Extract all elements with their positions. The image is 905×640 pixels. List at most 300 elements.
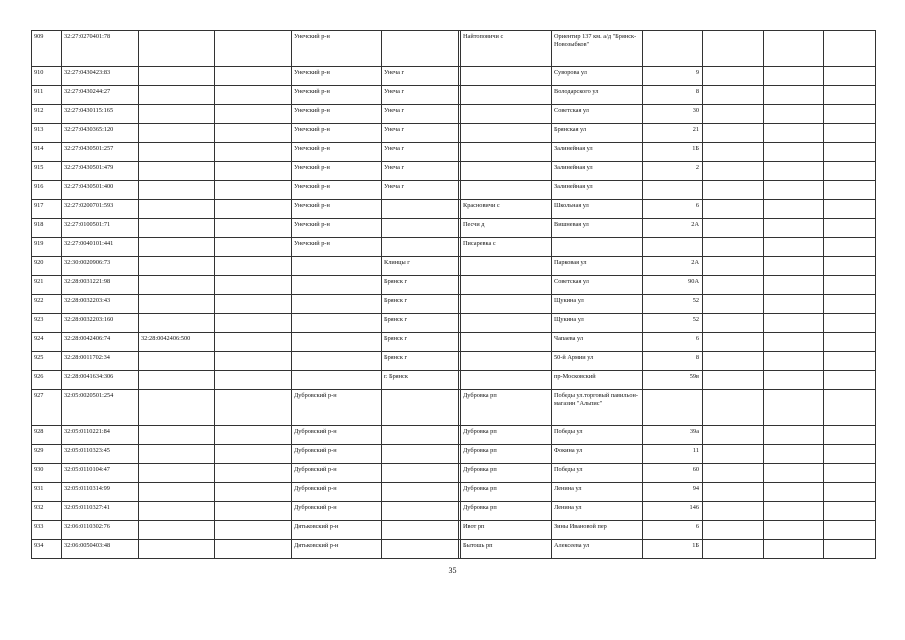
cadastral-number-cell: 32:05:0110327:41 [62,502,139,521]
cadastral-number-cell: 32:28:0042406:74 [62,333,139,352]
street-cell: Чапаева ул [552,333,643,352]
blank-cell [764,143,824,162]
district-cell: Унечский р-н [292,219,382,238]
table-row [32,390,876,426]
extra-cadastral-cell [139,390,215,426]
blank-cell [215,200,292,219]
blank-cell [703,219,764,238]
table-row [32,86,876,105]
settlement-cell: Красновичи с [461,200,552,219]
house-cell: 146 [643,502,703,521]
blank-cell [215,143,292,162]
district-cell: Дубровский р-н [292,483,382,502]
settlement-cell: Песчи д [461,219,552,238]
blank-cell [703,67,764,86]
extra-cadastral-cell [139,521,215,540]
street-cell: Залинейная ул [552,162,643,181]
city-cell [382,31,459,67]
cadastral-number-cell: 32:27:0430244:27 [62,86,139,105]
table-row [32,445,876,464]
house-cell [643,390,703,426]
district-cell [292,257,382,276]
house-cell: 59в [643,371,703,390]
settlement-cell [461,143,552,162]
settlement-cell: Писаревка с [461,238,552,257]
cadastral-number-cell: 32:27:0430501:257 [62,143,139,162]
cadastral-number-cell: 32:27:0100501:71 [62,219,139,238]
cadastral-number-cell: 32:28:0032203:43 [62,295,139,314]
cadastral-number-cell: 32:06:0110302:76 [62,521,139,540]
blank-cell [215,426,292,445]
city-cell [382,502,459,521]
city-cell [382,200,459,219]
blank-cell [764,86,824,105]
house-cell: 6 [643,200,703,219]
city-cell [382,540,459,559]
settlement-cell [461,105,552,124]
street-cell: Залинейная ул [552,181,643,200]
street-cell: Фокина ул [552,445,643,464]
blank-cell [215,219,292,238]
settlement-cell: Ивот рп [461,521,552,540]
extra-cadastral-cell [139,67,215,86]
table-row [32,426,876,445]
blank-cell [703,502,764,521]
blank-cell [215,86,292,105]
cadastral-number-cell: 32:28:0031221:98 [62,276,139,295]
street-cell: Щукина ул [552,314,643,333]
city-cell [382,390,459,426]
row-number-cell: 919 [32,238,62,257]
street-cell: Ленина ул [552,483,643,502]
row-number-cell: 925 [32,352,62,371]
blank-cell [824,521,876,540]
city-cell: Унеча г [382,143,459,162]
blank-cell [764,124,824,143]
street-cell: Алексеева ул [552,540,643,559]
cadastral-number-cell: 32:27:0430115:165 [62,105,139,124]
table-row [32,238,876,257]
blank-cell [824,295,876,314]
extra-cadastral-cell [139,86,215,105]
blank-cell [764,162,824,181]
settlement-cell: Найтоповичи с [461,31,552,67]
row-number-cell: 911 [32,86,62,105]
extra-cadastral-cell [139,371,215,390]
blank-cell [824,483,876,502]
house-cell: 39а [643,426,703,445]
street-cell: Щукина ул [552,295,643,314]
blank-cell [764,445,824,464]
settlement-cell [461,295,552,314]
house-cell: 8 [643,352,703,371]
city-cell: Унеча г [382,181,459,200]
table-row [32,124,876,143]
row-number-cell: 914 [32,143,62,162]
house-cell: 60 [643,464,703,483]
table-row [32,371,876,390]
blank-cell [824,390,876,426]
extra-cadastral-cell [139,162,215,181]
blank-cell [215,124,292,143]
house-cell: 6 [643,333,703,352]
row-number-cell: 910 [32,67,62,86]
cadastral-number-cell: 32:27:0200701:593 [62,200,139,219]
extra-cadastral-cell [139,483,215,502]
blank-cell [824,276,876,295]
district-cell: Унечский р-н [292,124,382,143]
settlement-cell [461,314,552,333]
city-cell: Брянск г [382,314,459,333]
blank-cell [703,276,764,295]
street-cell: Суворова ул [552,67,643,86]
table-row [32,502,876,521]
table-row [32,181,876,200]
blank-cell [764,181,824,200]
table-row [32,257,876,276]
extra-cadastral-cell [139,445,215,464]
blank-cell [215,238,292,257]
house-cell: 2 [643,162,703,181]
extra-cadastral-cell [139,219,215,238]
blank-cell [703,181,764,200]
cadastral-number-cell: 32:27:0430365:120 [62,124,139,143]
city-cell [382,219,459,238]
blank-cell [764,219,824,238]
cadastral-number-cell: 32:28:0041634:306 [62,371,139,390]
house-cell: 1Б [643,143,703,162]
district-cell: Дубровский р-н [292,445,382,464]
city-cell: Брянск г [382,276,459,295]
row-number-cell: 918 [32,219,62,238]
street-cell: Парковая ул [552,257,643,276]
blank-cell [703,31,764,67]
blank-cell [215,31,292,67]
blank-cell [824,105,876,124]
row-number-cell: 924 [32,333,62,352]
extra-cadastral-cell [139,276,215,295]
blank-cell [764,390,824,426]
district-cell: Унечский р-н [292,162,382,181]
blank-cell [215,371,292,390]
blank-cell [215,483,292,502]
street-cell: Залинейная ул [552,143,643,162]
settlement-cell: Дубровка рп [461,483,552,502]
blank-cell [215,314,292,333]
cadastral-number-cell: 32:05:0110323:45 [62,445,139,464]
street-cell [552,238,643,257]
table-row [32,31,876,67]
house-cell: 30 [643,105,703,124]
settlement-cell [461,371,552,390]
blank-cell [764,333,824,352]
district-cell [292,333,382,352]
blank-cell [764,464,824,483]
extra-cadastral-cell [139,31,215,67]
row-number-cell: 909 [32,31,62,67]
table-body [32,31,876,559]
house-cell [643,238,703,257]
city-cell: Брянск г [382,352,459,371]
blank-cell [215,276,292,295]
blank-cell [824,238,876,257]
district-cell [292,314,382,333]
blank-cell [703,352,764,371]
extra-cadastral-cell: 32:28:0042406:500 [139,333,215,352]
blank-cell [703,521,764,540]
blank-cell [703,445,764,464]
house-cell: 6 [643,521,703,540]
house-cell: 1Б [643,540,703,559]
settlement-cell: Дубровка рп [461,426,552,445]
blank-cell [824,426,876,445]
blank-cell [703,540,764,559]
street-cell: Победы ул [552,464,643,483]
row-number-cell: 922 [32,295,62,314]
table-row [32,333,876,352]
blank-cell [703,257,764,276]
table-row [32,105,876,124]
extra-cadastral-cell [139,502,215,521]
blank-cell [764,295,824,314]
page-number: 35 [448,566,457,575]
table-row [32,314,876,333]
blank-cell [703,333,764,352]
district-cell [292,295,382,314]
city-cell: Унеча г [382,105,459,124]
blank-cell [703,371,764,390]
table-row [32,67,876,86]
district-cell [292,276,382,295]
blank-cell [703,105,764,124]
blank-cell [824,352,876,371]
blank-cell [703,143,764,162]
table-row [32,295,876,314]
street-cell: Советская ул [552,276,643,295]
district-cell: Унечский р-н [292,181,382,200]
blank-cell [824,540,876,559]
settlement-cell: Бытошь рп [461,540,552,559]
extra-cadastral-cell [139,238,215,257]
blank-cell [764,31,824,67]
blank-cell [215,162,292,181]
cadastral-number-cell: 32:05:0020501:254 [62,390,139,426]
blank-cell [215,521,292,540]
cadastral-number-cell: 32:27:0270401:78 [62,31,139,67]
blank-cell [824,333,876,352]
district-cell: Унечский р-н [292,238,382,257]
blank-cell [824,257,876,276]
district-cell: Дубровский р-н [292,464,382,483]
blank-cell [824,445,876,464]
city-cell: Клинцы г [382,257,459,276]
blank-cell [215,502,292,521]
blank-cell [824,86,876,105]
house-cell: 8 [643,86,703,105]
blank-cell [215,352,292,371]
extra-cadastral-cell [139,352,215,371]
blank-cell [703,390,764,426]
row-number-cell: 916 [32,181,62,200]
district-cell: Унечский р-н [292,67,382,86]
cadastral-number-cell: 32:28:0011702:34 [62,352,139,371]
street-cell: Зины Ивановой пер [552,521,643,540]
blank-cell [764,200,824,219]
street-cell: Ленина ул [552,502,643,521]
blank-cell [703,238,764,257]
blank-cell [764,105,824,124]
city-cell [382,238,459,257]
extra-cadastral-cell [139,540,215,559]
cadastral-number-cell: 32:30:0020906:73 [62,257,139,276]
settlement-cell [461,181,552,200]
blank-cell [764,314,824,333]
settlement-cell [461,67,552,86]
blank-cell [215,181,292,200]
blank-cell [764,238,824,257]
house-cell: 21 [643,124,703,143]
blank-cell [824,124,876,143]
city-cell [382,483,459,502]
house-cell: 94 [643,483,703,502]
district-cell [292,371,382,390]
row-number-cell: 934 [32,540,62,559]
row-number-cell: 921 [32,276,62,295]
blank-cell [703,162,764,181]
city-cell: Брянск г [382,295,459,314]
row-number-cell: 913 [32,124,62,143]
blank-cell [824,464,876,483]
extra-cadastral-cell [139,124,215,143]
street-cell: Володарского ул [552,86,643,105]
blank-cell [764,540,824,559]
row-number-cell: 912 [32,105,62,124]
blank-cell [764,67,824,86]
row-number-cell: 930 [32,464,62,483]
extra-cadastral-cell [139,143,215,162]
blank-cell [215,333,292,352]
settlement-cell [461,333,552,352]
cadastral-number-cell: 32:27:0430501:400 [62,181,139,200]
district-cell: Унечский р-н [292,200,382,219]
blank-cell [764,426,824,445]
extra-cadastral-cell [139,257,215,276]
table-row [32,143,876,162]
street-cell: Победы ул.торговый павильон- магазин "Альпис" [552,390,643,426]
blank-cell [764,483,824,502]
house-cell: 2А [643,257,703,276]
row-number-cell: 920 [32,257,62,276]
blank-cell [703,314,764,333]
table-row [32,464,876,483]
blank-cell [824,181,876,200]
settlement-cell [461,257,552,276]
street-cell: Победы ул [552,426,643,445]
cadastral-number-cell: 32:05:0110314:99 [62,483,139,502]
table-row [32,483,876,502]
district-cell: Дятьковский р-н [292,540,382,559]
row-number-cell: 915 [32,162,62,181]
row-number-cell: 926 [32,371,62,390]
row-number-cell: 923 [32,314,62,333]
settlement-cell [461,162,552,181]
blank-cell [824,219,876,238]
house-cell: 52 [643,314,703,333]
row-number-cell: 931 [32,483,62,502]
blank-cell [824,162,876,181]
district-cell: Унечский р-н [292,105,382,124]
settlement-cell [461,86,552,105]
city-cell [382,445,459,464]
city-cell: Унеча г [382,67,459,86]
cadastral-number-cell: 32:28:0032203:160 [62,314,139,333]
row-number-cell: 917 [32,200,62,219]
cadastral-number-cell: 32:27:0430423:83 [62,67,139,86]
city-cell: Унеча г [382,124,459,143]
blank-cell [215,464,292,483]
street-cell: Брянская ул [552,124,643,143]
blank-cell [824,143,876,162]
blank-cell [764,276,824,295]
row-number-cell: 929 [32,445,62,464]
cadastral-number-cell: 32:27:0430501:479 [62,162,139,181]
street-cell: Ориентир 137 км. а/д "Брянск-Новозыбков" [552,31,643,67]
city-cell: Брянск г [382,333,459,352]
district-cell: Дубровский р-н [292,390,382,426]
settlement-cell [461,276,552,295]
blank-cell [215,105,292,124]
settlement-cell: Дубровка рп [461,445,552,464]
blank-cell [215,540,292,559]
blank-cell [824,314,876,333]
row-number-cell: 933 [32,521,62,540]
city-cell [382,464,459,483]
house-cell: 52 [643,295,703,314]
settlement-cell: Дубровка рп [461,390,552,426]
district-cell: Дятьковский р-н [292,521,382,540]
district-cell [292,352,382,371]
blank-cell [764,371,824,390]
settlement-cell: Дубровка рп [461,502,552,521]
blank-cell [764,352,824,371]
blank-cell [703,200,764,219]
blank-cell [764,521,824,540]
extra-cadastral-cell [139,295,215,314]
district-cell: Унечский р-н [292,31,382,67]
cadastral-number-cell: 32:06:0050403:48 [62,540,139,559]
district-cell: Дубровский р-н [292,426,382,445]
blank-cell [824,502,876,521]
blank-cell [215,67,292,86]
row-number-cell: 928 [32,426,62,445]
street-cell: Вишневая ул [552,219,643,238]
table-row [32,219,876,238]
house-cell [643,31,703,67]
blank-cell [764,502,824,521]
cadastral-number-cell: 32:05:0110221:84 [62,426,139,445]
cadastral-number-cell: 32:05:0110104:47 [62,464,139,483]
blank-cell [764,257,824,276]
blank-cell [215,445,292,464]
house-cell: 9 [643,67,703,86]
extra-cadastral-cell [139,105,215,124]
blank-cell [215,295,292,314]
city-cell: г. Брянск [382,371,459,390]
house-cell: 2А [643,219,703,238]
city-cell [382,521,459,540]
blank-cell [703,124,764,143]
house-cell: 90А [643,276,703,295]
